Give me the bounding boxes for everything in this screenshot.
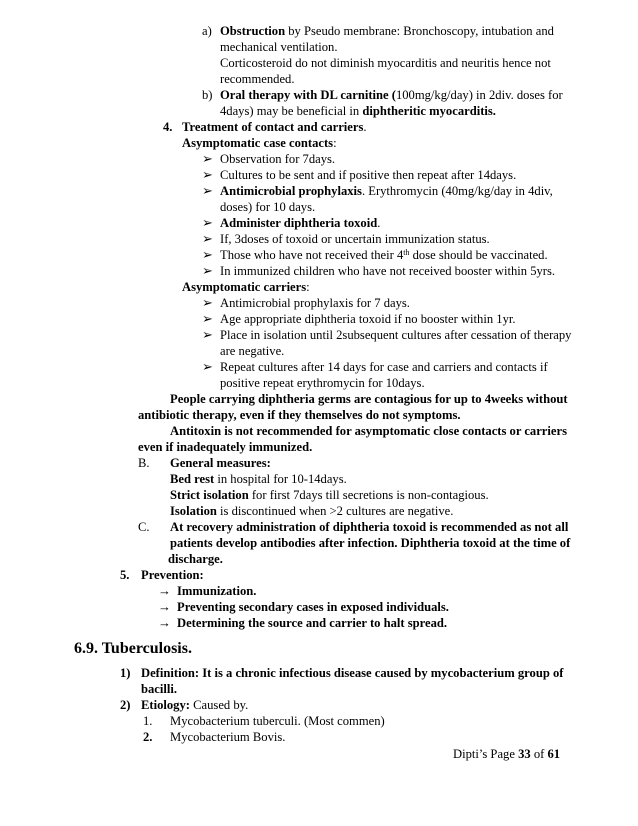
- section-heading-tuberculosis: 6.9. Tuberculosis.: [74, 640, 192, 657]
- item-a-line2: mechanical ventilation.: [220, 40, 338, 54]
- tb-definition-line1: Definition: It is a chronic infectious disease caused by mycobacterium group of: [141, 666, 564, 680]
- section-4-heading: Treatment of contact and carriers.: [182, 120, 367, 134]
- tb-etiology: Etiology: Caused by.: [141, 698, 249, 712]
- contact-item-2: Cultures to be sent and if positive then repeat after 14days.: [220, 168, 517, 182]
- contagious-note-line2: antibiotic therapy, even if they themselves do not symptoms.: [138, 408, 461, 422]
- tb-item-2-marker: 2): [120, 698, 131, 712]
- contacts-subheading: Asymptomatic case contacts:: [182, 136, 337, 150]
- bullet-arrow-icon: ➢: [202, 215, 213, 230]
- bullet-arrow-icon: ➢: [202, 247, 213, 262]
- bullet-arrow-icon: ➢: [202, 231, 213, 246]
- prevention-item-3: Determining the source and carrier to halt spread.: [177, 616, 448, 630]
- section-4-number: 4.: [163, 120, 173, 134]
- carrier-item-4: Repeat cultures after 14 days for case and carriers and contacts if: [220, 360, 548, 374]
- prevention-item-2: Preventing secondary cases in exposed individuals.: [177, 600, 449, 614]
- carrier-item-3-line2: are negative.: [220, 344, 285, 358]
- prevention-item-1: Immunization.: [177, 584, 257, 598]
- contact-item-3-line2: doses) for 10 days.: [220, 200, 316, 214]
- antitoxin-note-line1: Antitoxin is not recommended for asymptomatic close contacts or carriers: [170, 424, 567, 438]
- bullet-arrow-icon: ➢: [202, 295, 213, 310]
- list-marker-a: a): [202, 24, 212, 38]
- etiology-marker-2: 2.: [143, 730, 153, 744]
- section-C-line2: patients develop antibodies after infection. Diphtheria toxoid at the time of: [170, 536, 571, 550]
- tb-definition-line2: bacilli.: [141, 682, 178, 696]
- contagious-note-line1: People carrying diphtheria germs are contagious for up to 4weeks without: [170, 392, 568, 406]
- item-a-line4: recommended.: [220, 72, 295, 86]
- section-B-marker: B.: [138, 456, 150, 470]
- right-arrow-icon: →: [158, 583, 171, 598]
- item-b-line1: Oral therapy with DL carnitine (100mg/kg/day) in 2div. doses for: [220, 88, 563, 102]
- bullet-arrow-icon: ➢: [202, 327, 213, 342]
- contact-item-1: Observation for 7days.: [220, 152, 336, 166]
- general-measure-3: Isolation is discontinued when >2 cultures are negative.: [170, 504, 454, 518]
- list-marker-b: b): [202, 88, 213, 102]
- bullet-arrow-icon: ➢: [202, 263, 213, 278]
- section-C-marker: C.: [138, 520, 150, 534]
- etiology-marker-1: 1.: [143, 714, 153, 728]
- bullet-arrow-icon: ➢: [202, 183, 213, 198]
- bullet-arrow-icon: ➢: [202, 359, 213, 374]
- right-arrow-icon: →: [158, 599, 171, 614]
- carrier-item-3: Place in isolation until 2subsequent cultures after cessation of therapy: [220, 328, 572, 342]
- section-5-heading: Prevention:: [141, 568, 204, 582]
- bullet-arrow-icon: ➢: [202, 151, 213, 166]
- antitoxin-note-line2: even if inadequately immunized.: [138, 440, 313, 454]
- carriers-subheading: Asymptomatic carriers:: [182, 280, 310, 294]
- item-a-line3: Corticosteroid do not diminish myocarditis and neuritis hence not: [220, 56, 551, 70]
- section-5-number: 5.: [120, 568, 130, 582]
- contact-item-4: Administer diphtheria toxoid.: [220, 216, 381, 230]
- tb-item-1-marker: 1): [120, 666, 131, 680]
- carrier-item-2: Age appropriate diphtheria toxoid if no booster within 1yr.: [220, 312, 516, 326]
- bullet-arrow-icon: ➢: [202, 311, 213, 326]
- etiology-item-1: Mycobacterium tuberculi. (Most commen): [170, 714, 385, 728]
- carrier-item-1: Antimicrobial prophylaxis for 7 days.: [220, 296, 410, 310]
- contact-item-6: Those who have not received their 4th dose should be vaccinated.: [220, 248, 548, 262]
- section-B-heading: General measures:: [170, 456, 271, 470]
- contact-item-7: In immunized children who have not received booster within 5yrs.: [220, 264, 556, 278]
- carrier-item-4-line2: positive repeat erythromycin for 10days.: [220, 376, 425, 390]
- general-measure-2: Strict isolation for first 7days till secretions is non-contagious.: [170, 488, 489, 502]
- general-measure-1: Bed rest in hospital for 10-14days.: [170, 472, 347, 486]
- section-C-line3: discharge.: [168, 552, 223, 566]
- item-a-line1: Obstruction by Pseudo membrane: Bronchoscopy, intubation and: [220, 24, 554, 38]
- contact-item-5: If, 3doses of toxoid or uncertain immunization status.: [220, 232, 490, 246]
- bullet-arrow-icon: ➢: [202, 167, 213, 182]
- page-footer: Dipti’s Page 33 of 61: [453, 747, 561, 761]
- item-b-line2: 4days) may be beneficial in diphtheritic myocarditis.: [220, 104, 496, 118]
- etiology-item-2: Mycobacterium Bovis.: [170, 730, 286, 744]
- section-C-line1: At recovery administration of diphtheria toxoid is recommended as not all: [170, 520, 569, 534]
- right-arrow-icon: →: [158, 615, 171, 630]
- contact-item-3: Antimicrobial prophylaxis. Erythromycin (40mg/kg/day in 4div,: [220, 184, 553, 198]
